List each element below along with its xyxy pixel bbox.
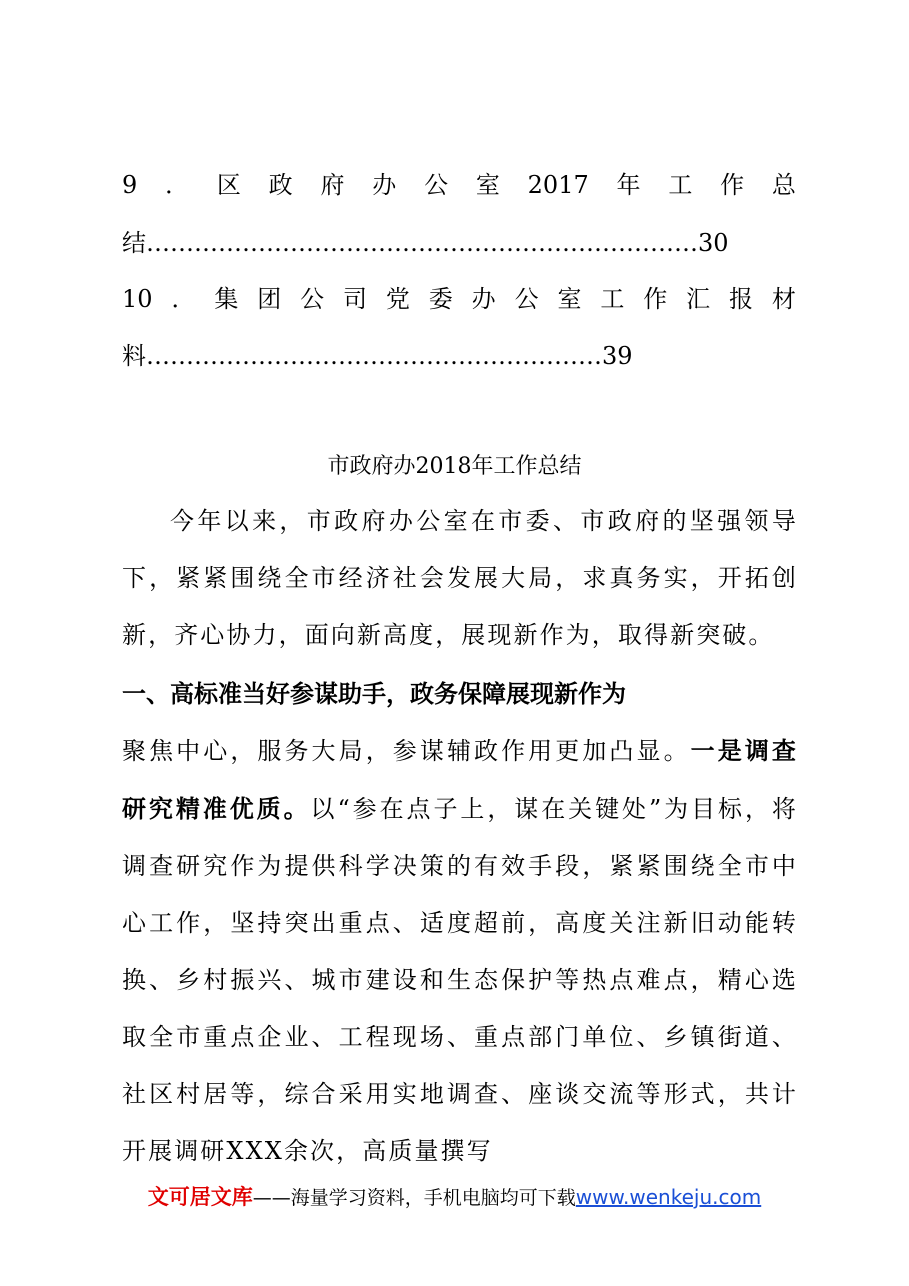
intro-paragraph: 今年以来，市政府办公室在市委、市政府的坚强领导下，紧紧围绕全市经济社会发展大局，求真务实，开拓创新，齐心协力，面向新高度，展现新作为，取得新突破。 (122, 507, 798, 649)
toc-char: 室 (557, 285, 582, 313)
toc-char: 作 (720, 171, 745, 199)
toc-char: 报 (729, 285, 754, 313)
toc-char: 9 (122, 171, 138, 199)
toc-char: 汇 (686, 285, 711, 313)
toc-char: 党 (385, 285, 410, 313)
toc-char: 政 (268, 171, 293, 199)
toc-char: 集 (214, 285, 239, 313)
toc-char: 工 (600, 285, 625, 313)
toc-char: 室 (475, 171, 500, 199)
section-heading: 一、高标准当好参谋助手，政务保障展现新作为 (122, 680, 626, 708)
page-footer (0, 1183, 909, 1212)
toc-item-10-leader: 料…………………………………………………39 (122, 342, 633, 370)
section-body-text: 以“参在点子上，谋在关键处”为目标，将调查研究作为提供科学决策的有效手段，紧紧围绕全市中心工作，坚持突出重点、适度超前，高度关注新旧动能转换、乡村振兴、城市建设和生态保护等热点难点，精心选取全市重点企业、工程现场、重点部门单位、乡镇街道、社区村居等，综合采用实地调查、座谈交流等形式，共计开展调研XXX余次，高质量撰写 (122, 795, 798, 1165)
toc-item-10-line (122, 284, 796, 314)
toc-char: 2017 (527, 171, 589, 199)
toc-char: ． (171, 285, 196, 313)
toc-char: 材 (771, 285, 796, 313)
toc-char: 公 (424, 171, 449, 199)
toc-char: 公 (514, 285, 539, 313)
toc-char: 委 (428, 285, 453, 313)
toc-char: 团 (257, 285, 282, 313)
toc-char: 年 (616, 171, 641, 199)
footer-slogan: ——海量学习资料，手机电脑均可下载 (252, 1187, 576, 1209)
section-body-paragraph (122, 722, 798, 1180)
document-title: 市政府办2018年工作总结 (327, 454, 582, 479)
toc-char: 司 (343, 285, 367, 313)
toc-char: 办 (372, 171, 397, 199)
toc-item-9-leader: 结……………………………………………………………30 (122, 229, 729, 257)
toc-char: 府 (320, 171, 345, 199)
toc-char: ． (165, 171, 190, 199)
toc-char: 总 (771, 171, 796, 199)
toc-char: 区 (216, 171, 241, 199)
toc-char: 办 (471, 285, 496, 313)
toc-char: 10 (122, 285, 153, 313)
toc-item-9-line (122, 170, 796, 200)
section-bold-phrase: 一是调查研究精准优质。 (122, 736, 798, 823)
footer-brand: 文可居文库 (147, 1185, 253, 1209)
section-lead-text: 聚焦中心，服务大局，参谋辅政作用更加凸显。 (122, 737, 691, 765)
footer-link[interactable]: www.wenkeju.com (575, 1185, 762, 1209)
toc-char: 工 (668, 171, 693, 199)
toc-char: 作 (643, 285, 668, 313)
toc-char: 公 (300, 285, 325, 313)
